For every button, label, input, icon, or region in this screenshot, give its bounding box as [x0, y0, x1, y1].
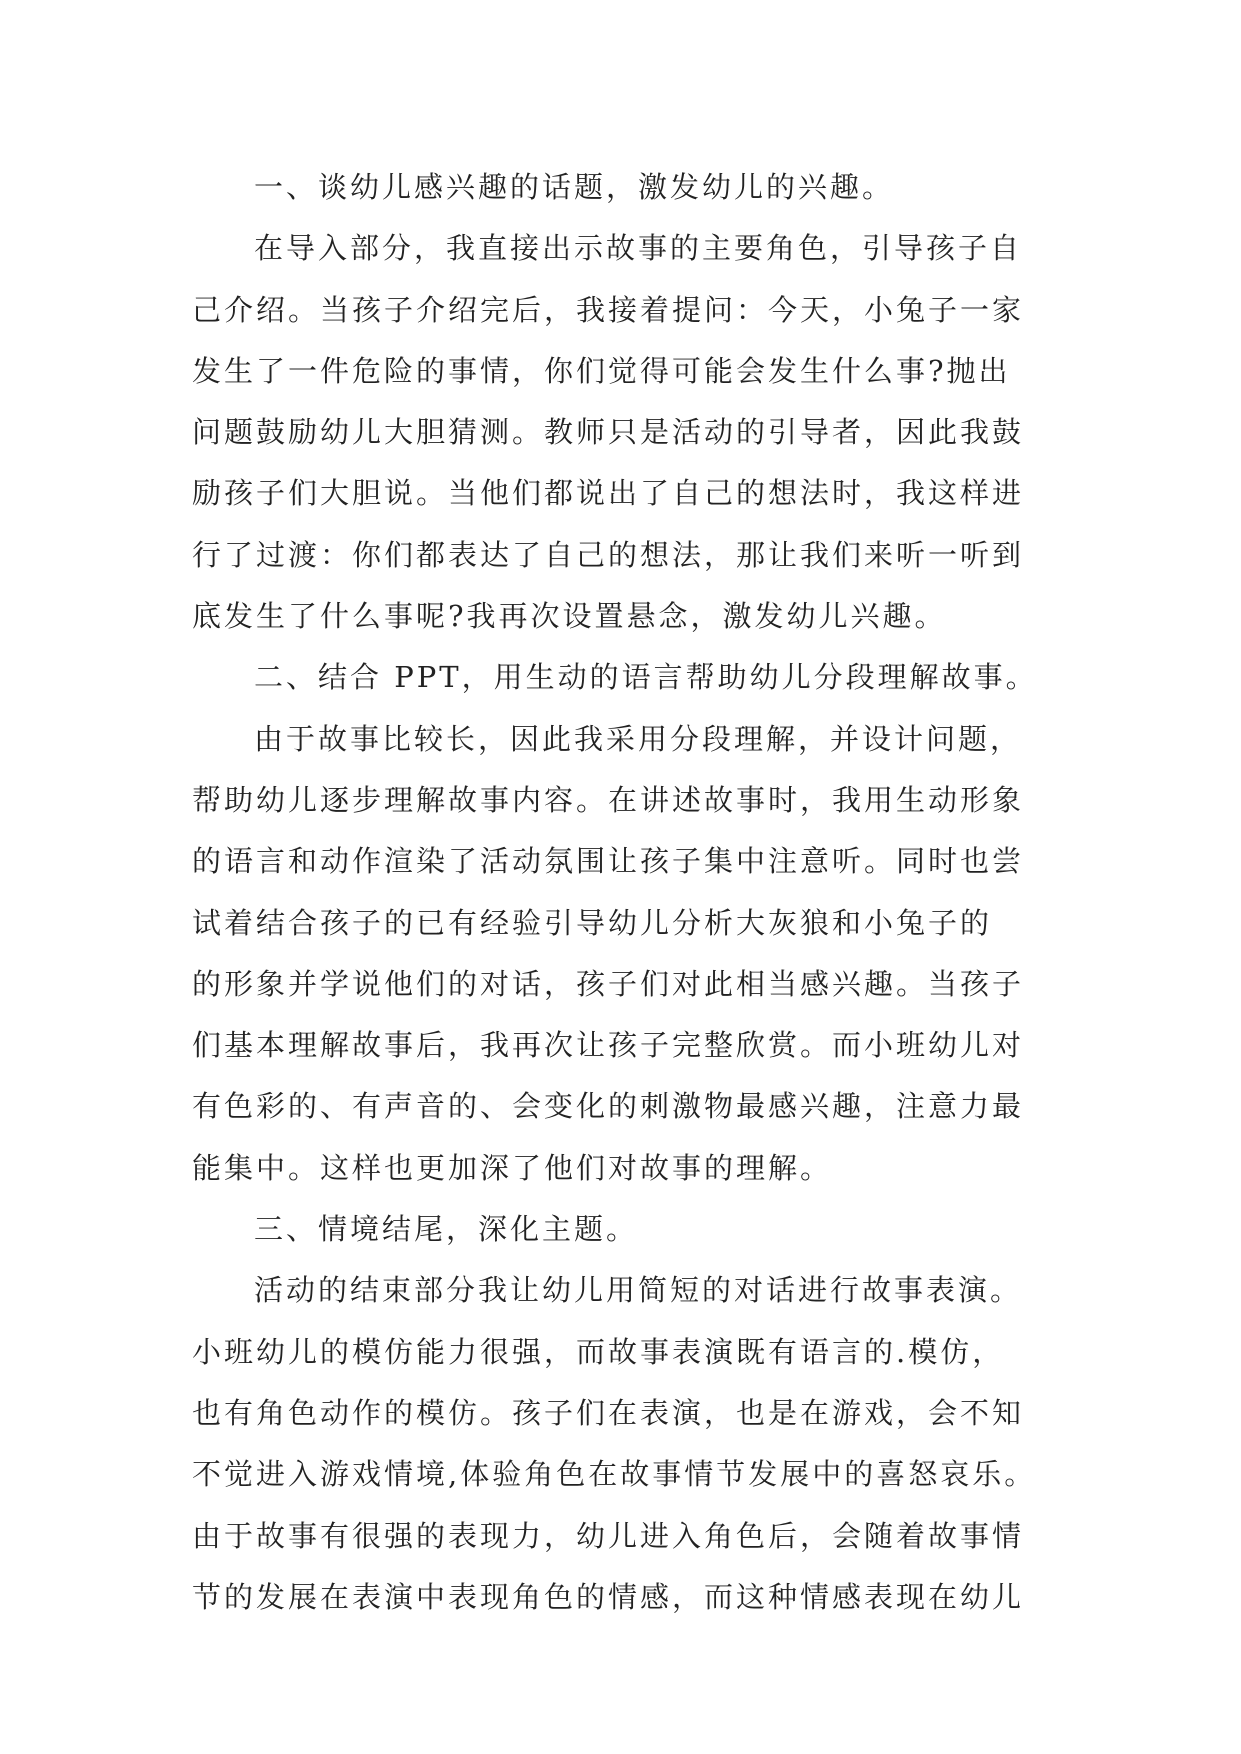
- paragraph-line: 能集中。这样也更加深了他们对故事的理解。: [192, 1150, 833, 1185]
- body-text: [192, 157, 1072, 1628]
- paragraph-line: 小班幼儿的模仿能力很强，而故事表演既有语言的.模仿，: [192, 1334, 1005, 1369]
- paragraph-line: 的语言和动作渲染了活动氛围让孩子集中注意听。同时也尝: [192, 844, 1025, 879]
- paragraph-line: 问题鼓励幼儿大胆猜测。教师只是活动的引导者，因此我鼓: [192, 415, 1025, 450]
- paragraph-line: 的形象并学说他们的对话，孩子们对此相当感兴趣。当孩子: [192, 966, 1025, 1001]
- paragraph-line: 也有角色动作的模仿。孩子们在表演，也是在游戏，会不知: [192, 1395, 1025, 1430]
- paragraph-line: 在导入部分，我直接出示故事的主要角色，引导孩子自: [254, 231, 1023, 266]
- paragraph-line: 己介绍。当孩子介绍完后，我接着提问：今天，小兔子一家: [192, 292, 1025, 327]
- paragraph-line: 试着结合孩子的已有经验引导幼儿分析大灰狼和小兔子的: [192, 905, 993, 940]
- paragraph-line: 节的发展在表演中表现角色的情感，而这种情感表现在幼儿: [192, 1579, 1025, 1614]
- paragraph-line: 发生了一件危险的事情，你们觉得可能会发生什么事?抛出: [192, 353, 1011, 388]
- paragraph-line: 帮助幼儿逐步理解故事内容。在讲述故事时，我用生动形象: [192, 782, 1025, 817]
- paragraph-line: 活动的结束部分我让幼儿用简短的对话进行故事表演。: [254, 1273, 1023, 1308]
- paragraph-line: 不觉进入游戏情境,体验角色在故事情节发展中的喜怒哀乐。: [192, 1457, 1037, 1492]
- section-heading-2: 二、结合 PPT，用生动的语言帮助幼儿分段理解故事。: [254, 660, 1038, 695]
- section-heading-1: 一、谈幼儿感兴趣的话题，激发幼儿的兴趣。: [254, 170, 895, 204]
- paragraph-line: 有色彩的、有声音的、会变化的刺激物最感兴趣，注意力最: [192, 1089, 1025, 1124]
- section-heading-3: 三、情境结尾，深化主题。: [254, 1212, 639, 1247]
- paragraph-line: 们基本理解故事后，我再次让孩子完整欣赏。而小班幼儿对: [192, 1028, 1025, 1063]
- paragraph-line: 由于故事比较长，因此我采用分段理解，并设计问题，: [254, 721, 1023, 756]
- paragraph-line: 由于故事有很强的表现力，幼儿进入角色后，会随着故事情: [192, 1518, 1025, 1553]
- paragraph-line: 底发生了什么事呢?我再次设置悬念，激发幼儿兴趣。: [192, 599, 947, 634]
- paragraph-line: 励孩子们大胆说。当他们都说出了自己的想法时，我这样进: [192, 476, 1025, 511]
- paragraph-line: 行了过渡：你们都表达了自己的想法，那让我们来听一听到: [192, 537, 1025, 572]
